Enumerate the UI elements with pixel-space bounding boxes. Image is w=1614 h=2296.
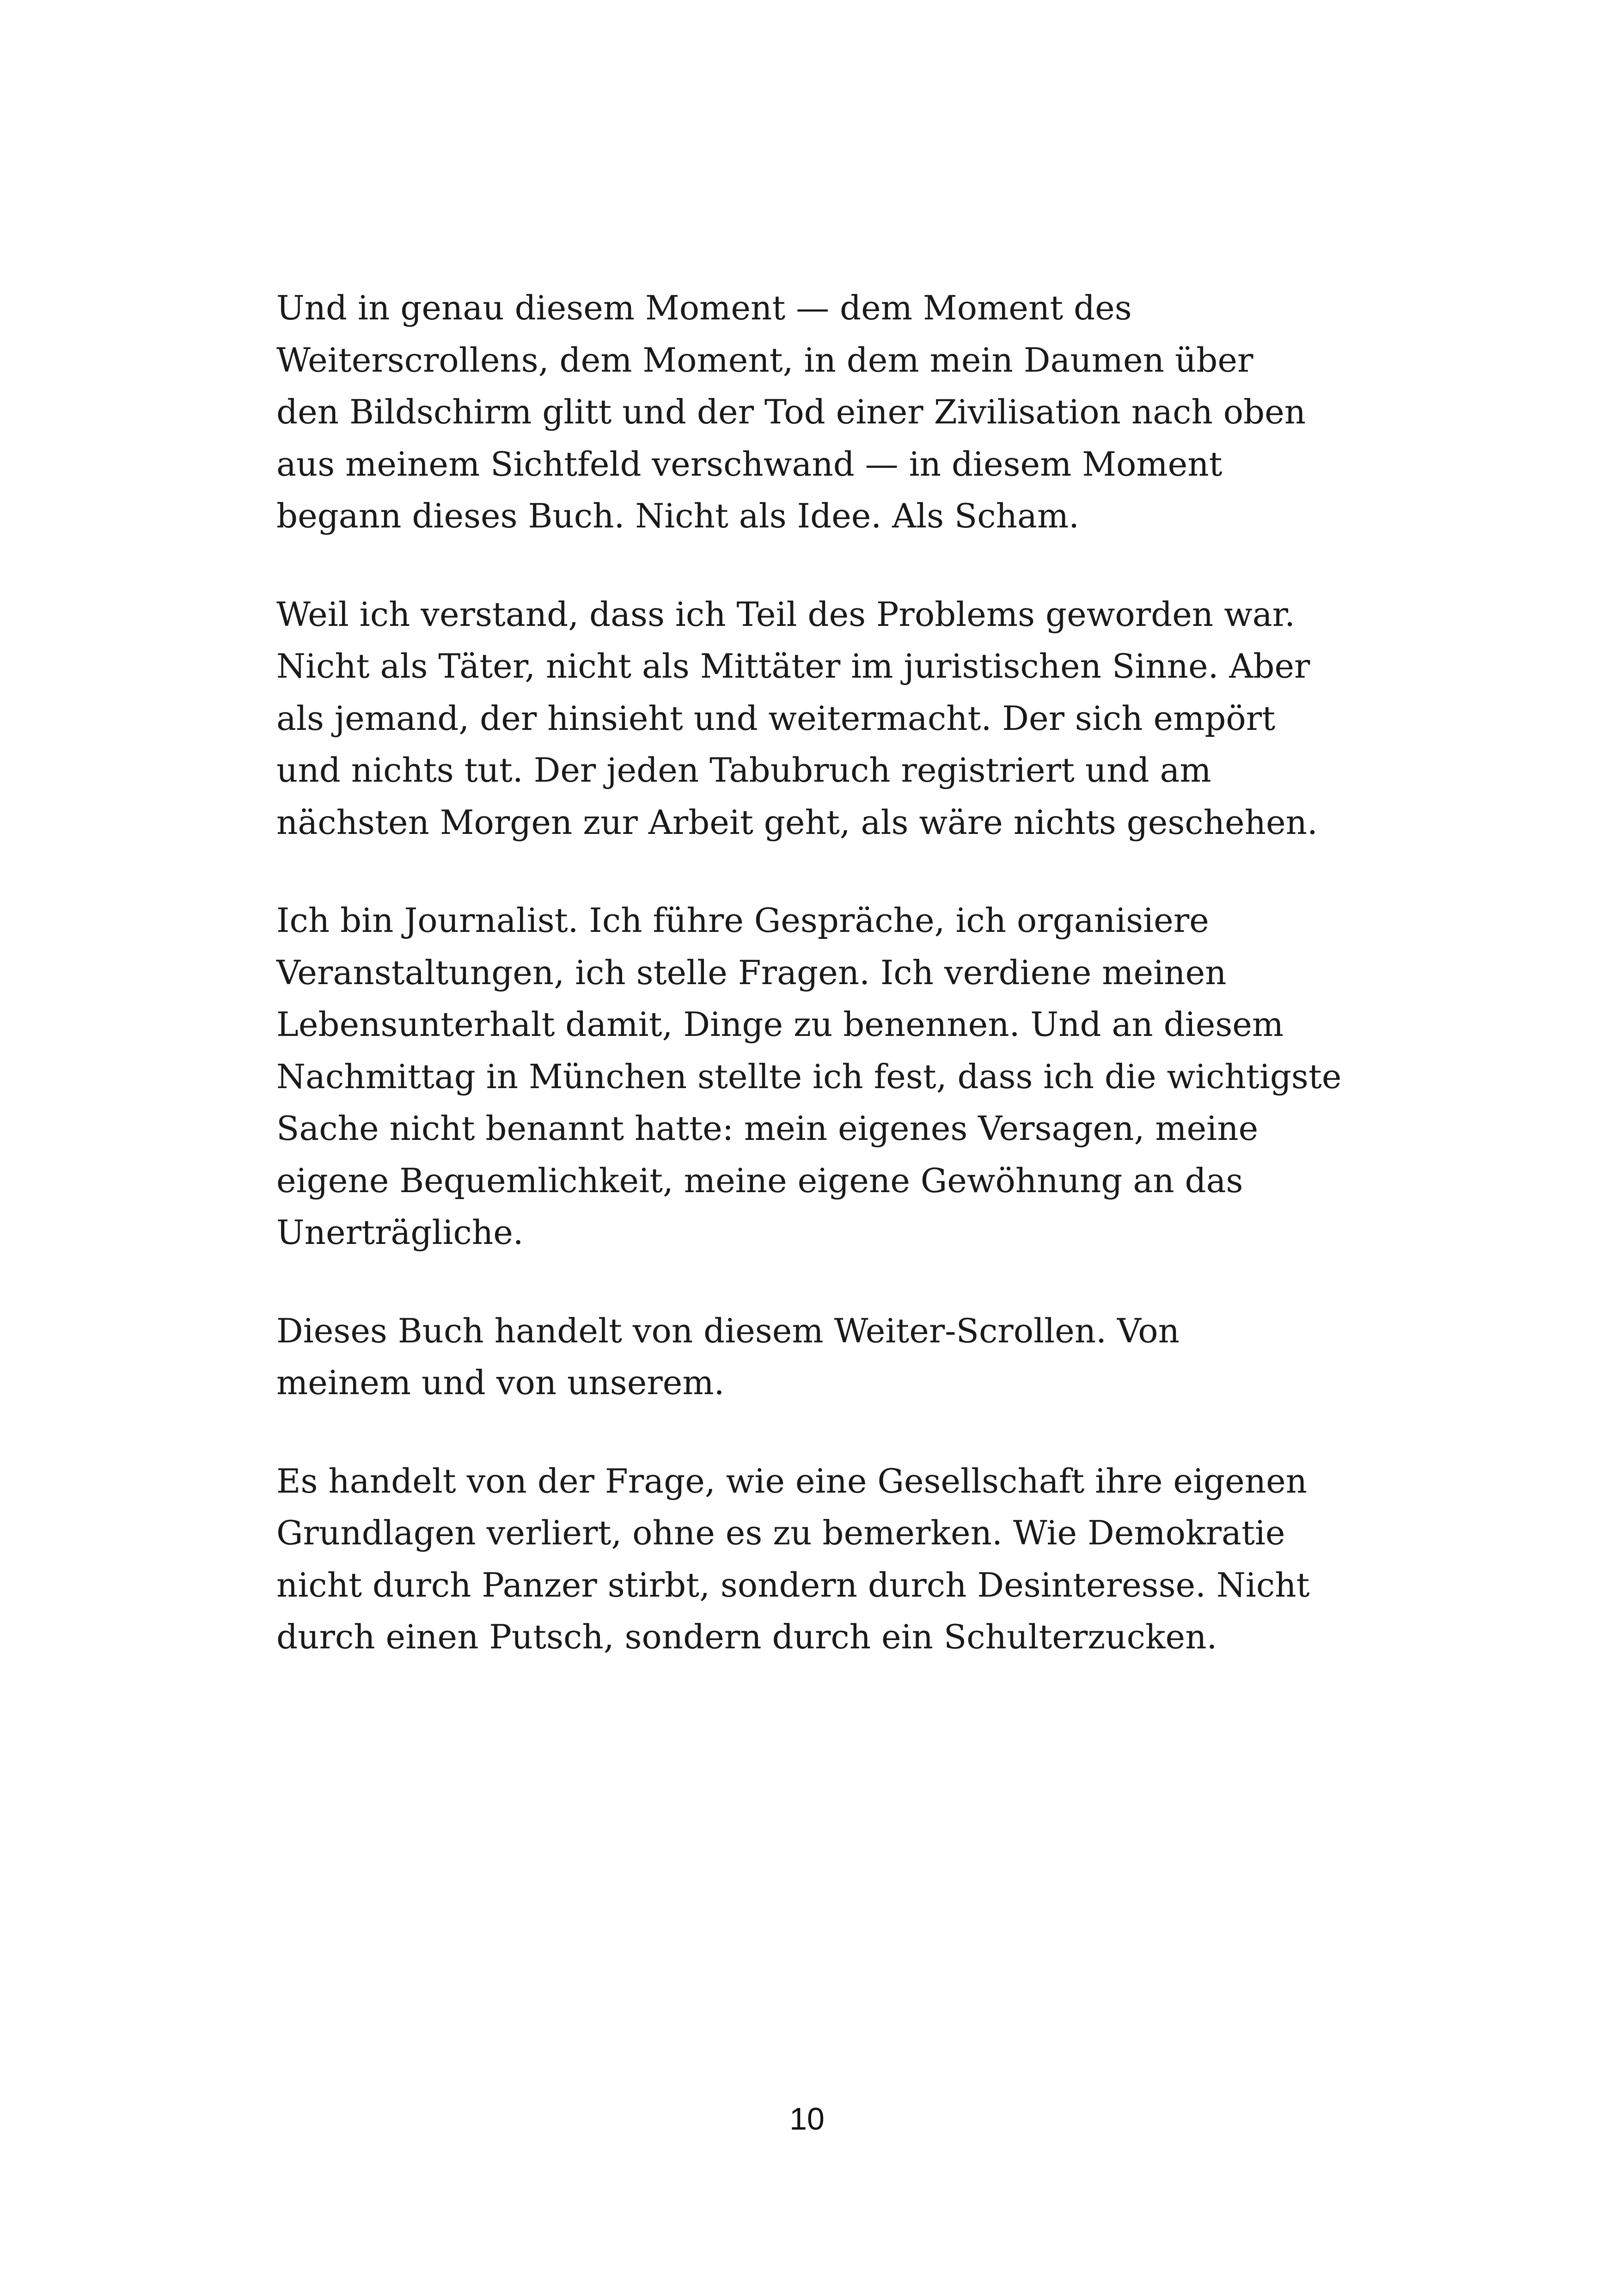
text-line: aus meinem Sichtfeld verschwand — in diesem Moment <box>276 444 1223 484</box>
text-line: Ich bin Journalist. Ich führe Gespräche, ich organisiere <box>276 901 1209 940</box>
text-line: Nicht als Täter, nicht als Mittäter im juristischen Sinne. Aber <box>276 647 1310 686</box>
text-line: Dieses Buch handelt von diesem Weiter-Scrollen. Von <box>276 1311 1180 1350</box>
text-line: begann dieses Buch. Nicht als Idee. Als Scham. <box>276 496 1080 535</box>
text-line: Grundlagen verliert, ohne es zu bemerken. Wie Demokratie <box>276 1513 1285 1552</box>
text-line: nicht durch Panzer stirbt, sondern durch Desinteresse. Nicht <box>276 1565 1310 1604</box>
text-line: Unerträgliche. <box>276 1213 524 1252</box>
text-line: Nachmittag in München stellte ich fest, dass ich die wichtigste <box>276 1057 1342 1096</box>
text-line: nächsten Morgen zur Arbeit geht, als wäre nichts geschehen. <box>276 802 1318 842</box>
text-line: eigene Bequemlichkeit, meine eigene Gewöhnung an das <box>276 1161 1243 1200</box>
paragraph-5 <box>276 1455 1395 1663</box>
text-line: Weiterscrollens, dem Moment, in dem mein Daumen über <box>276 340 1253 380</box>
text-line: Und in genau diesem Moment — dem Moment des <box>276 288 1132 327</box>
paragraph-1 <box>276 282 1395 542</box>
text-line: Veranstaltungen, ich stelle Fragen. Ich verdiene meinen <box>276 953 1227 992</box>
text-line: meinem und von unserem. <box>276 1363 725 1402</box>
text-line: Lebensunterhalt damit, Dinge zu benennen. Und an diesem <box>276 1005 1284 1044</box>
paragraph-3 <box>276 894 1395 1259</box>
text-line: den Bildschirm glitt und der Tod einer Zivilisation nach oben <box>276 392 1306 431</box>
page-number: 10 <box>789 2101 825 2137</box>
paragraph-4 <box>276 1305 1395 1409</box>
text-line: Sache nicht benannt hatte: mein eigenes Versagen, meine <box>276 1109 1259 1148</box>
text-line: durch einen Putsch, sondern durch ein Schulterzucken. <box>276 1617 1217 1656</box>
text-line: Es handelt von der Frage, wie eine Gesellschaft ihre eigenen <box>276 1461 1308 1500</box>
text-line: und nichts tut. Der jeden Tabubruch registriert und am <box>276 751 1211 790</box>
paragraph-2 <box>276 588 1395 849</box>
body-text <box>276 282 1395 1709</box>
text-line: Weil ich verstand, dass ich Teil des Problems geworden war. <box>276 594 1296 634</box>
text-line: als jemand, der hinsieht und weitermacht. Der sich empört <box>276 698 1276 738</box>
